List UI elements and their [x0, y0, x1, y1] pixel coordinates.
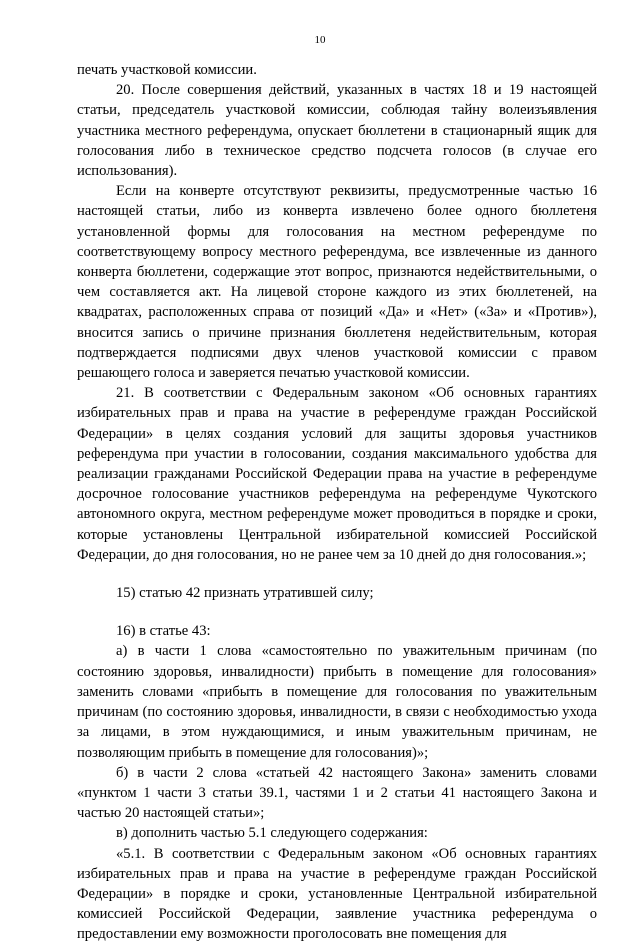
paragraph-item-20: 20. После совершения действий, указанных в частях 18 и 19 настоящей статьи, председатель участковой комиссии, соблюдая тайну волеизъявления участника местного референдума, опускает бюллетени в стационарный ящик для голосования либо в техническое средство подсчета голосов (в случае его использования).	[77, 82, 597, 180]
paragraph-subitem-b: б) в части 2 слова «статьей 42 настоящего Закона» заменить словами «пунктом 1 части 3 статьи 39.1, частями 1 и 2 статьи 41 настоящего Закона и частью 20 настоящей статьи»;	[77, 764, 597, 822]
paragraph-envelope: Если на конверте отсутствуют реквизиты, предусмотренные частью 16 настоящей статьи, либо из конверта извлечено более одного бюллетеня установленной формы для голосования на местном референдуме по соответствующему вопросу местного референдума, все извлеченные из данного конверта бюллетени, содержащие этот вопрос, признаются недействительными, о чем составляется акт. На лицевой стороне каждого из этих бюллетеней, на квадратах, расположенных справа от позиций «Да» и «Нет» («За» и «Против»), вносится запись о причине признания бюллетеня недействительным, которая подтверждается подписями двух членов участковой комиссии с правом решающего голоса и заверяется печатью участковой комиссии.	[77, 183, 597, 382]
document-body	[77, 60, 597, 945]
paragraph-item-5-1: «5.1. В соответствии с Федеральным законом «Об основных гарантиях избирательных прав и права на участие в референдуме граждан Российской Федерации» в порядке и сроки, установленные Центральной избирательной комиссией Российской Федерации, заявление участника референдума о предоставлении ему возможности проголосовать вне помещения для	[77, 845, 597, 943]
paragraph-item-21: 21. В соответствии с Федеральным законом «Об основных гарантиях избирательных прав и права на участие в референдуме граждан Российской Федерации» в целях создания условий для защиты здоровья участников референдума при участии в голосовании, создания максимального удобства для реализации гражданами Российской Федерации права на участие в референдуме досрочное голосование участников референдума на референдуме Чукотского автономного округа, местном референдуме может проводиться в порядке и сроки, которые установлены Центральной избирательной комиссией Российской Федерации, до дня голосования, но не ранее чем за 10 дней до дня голосования.»;	[77, 385, 597, 563]
spacer	[77, 565, 597, 583]
paragraph-item-15: 15) статью 42 признать утратившей силу;	[116, 585, 374, 602]
spacer	[77, 603, 597, 621]
page-number: 10	[314, 34, 326, 46]
paragraph-item-16: 16) в статье 43:	[116, 623, 211, 640]
paragraph-subitem-v: в) дополнить частью 5.1 следующего содержания:	[116, 825, 428, 842]
paragraph-continuation: печать участковой комиссии.	[77, 62, 257, 78]
paragraph-subitem-a: а) в части 1 слова «самостоятельно по уважительным причинам (по состоянию здоровья, инвалидности) прибыть в помещение для голосования» заменить словами «прибыть в помещение для голосования по уважительным причинам (по состоянию здоровья, инвалидности, в связи с необходимостью ухода за лицами, в этом нуждающимися, и иным уважительным причинам, не позволяющим прибыть в помещение для голосования)»;	[77, 643, 597, 761]
